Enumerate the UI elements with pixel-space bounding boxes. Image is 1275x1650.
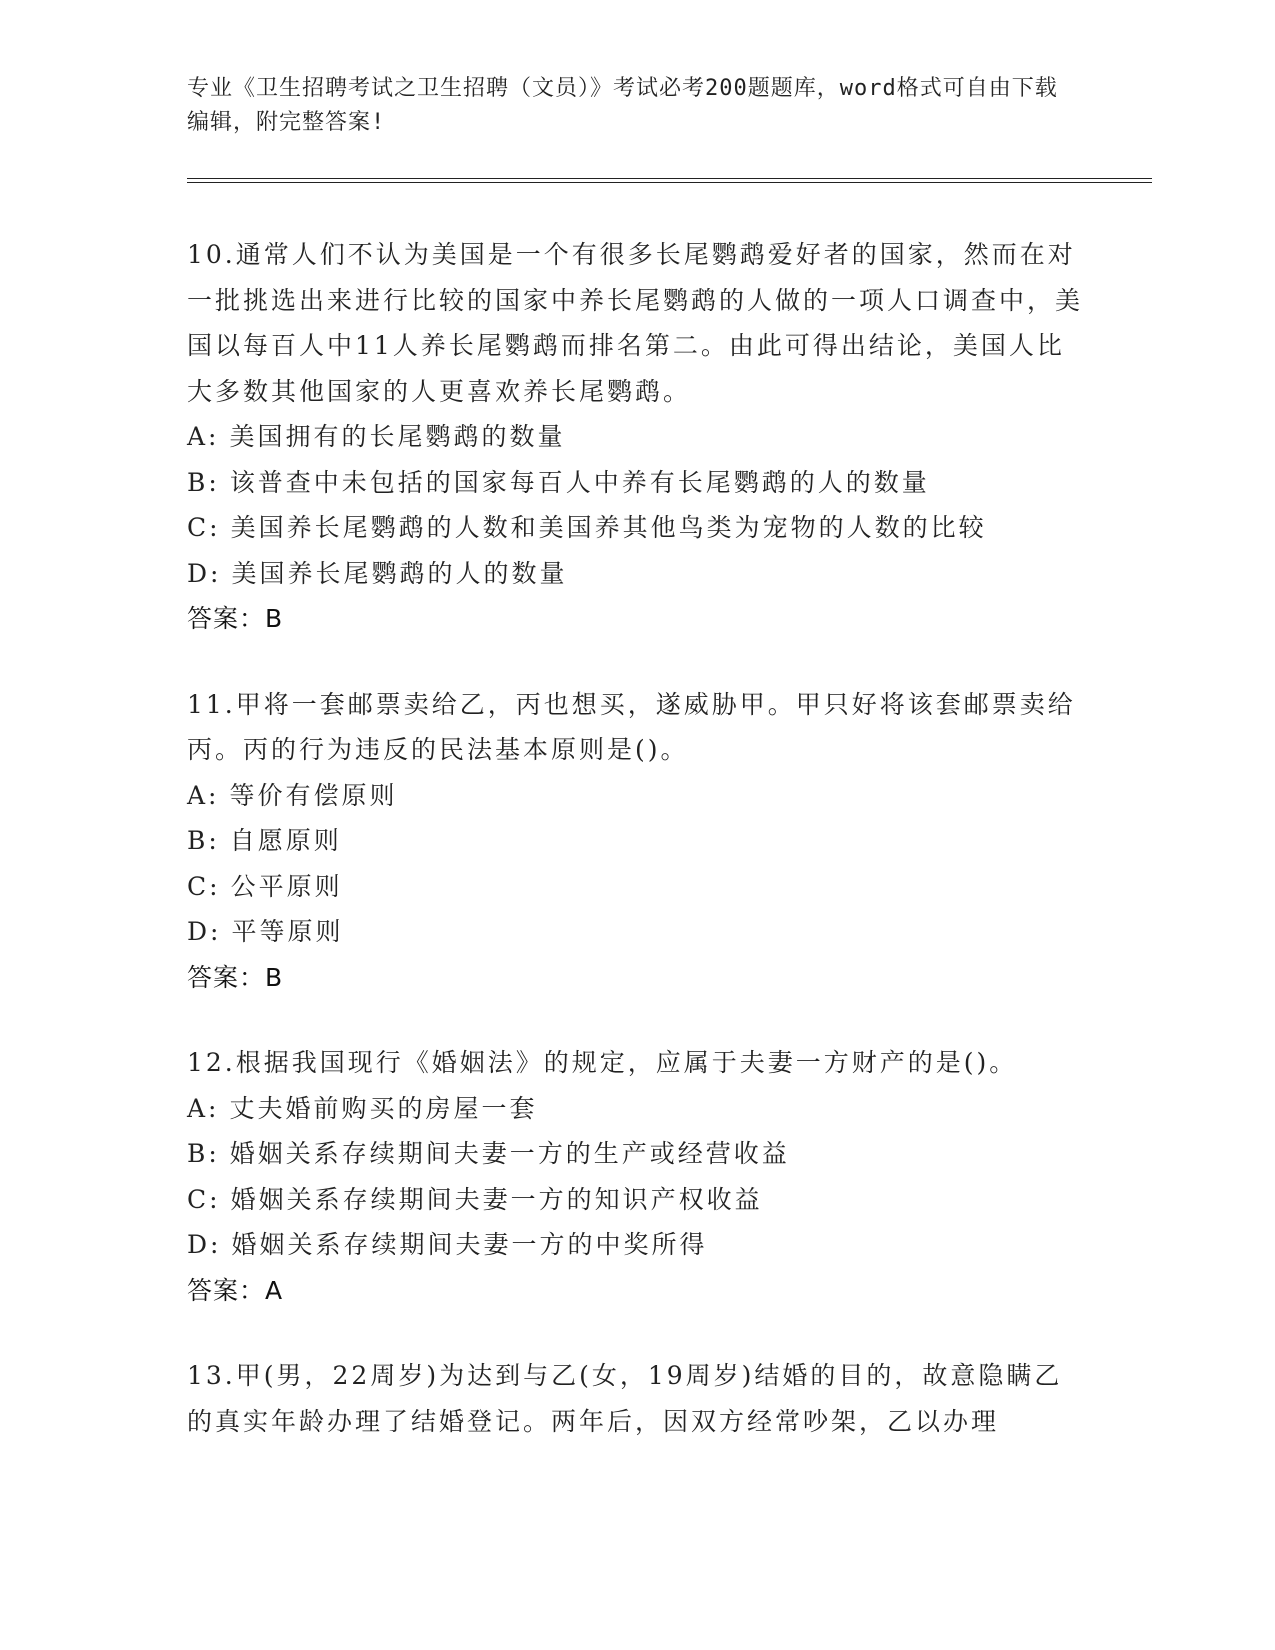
option-b: [187, 818, 1087, 864]
option-text: 平等原则: [231, 917, 344, 946]
option-label: C:: [187, 513, 221, 542]
option-text: 美国拥有的长尾鹦鹉的数量: [229, 422, 566, 451]
option-text: 美国养长尾鹦鹉的人数和美国养其他鸟类为宠物的人数的比较: [230, 513, 987, 542]
option-text: 婚姻关系存续期间夫妻一方的知识产权收益: [230, 1184, 763, 1214]
option-d: [187, 551, 1087, 597]
option-text: 婚姻关系存续期间夫妻一方的中奖所得: [231, 1230, 708, 1259]
question-stem: 10.通常人们不认为美国是一个有很多长尾鹦鹉爱好者的国家，然而在对一批挑选出来进行比较的国家中养长尾鹦鹉的人做的一项人口调查中，美国以每百人中11人养长尾鹦鹉而排名第二。由此可得出结论，美国人比大多数其他国家的人更喜欢养长尾鹦鹉。: [187, 240, 1084, 406]
option-label: C:: [187, 871, 221, 901]
option-label: D:: [187, 1230, 222, 1259]
question-12: [187, 1040, 1087, 1313]
document-header: [187, 72, 1067, 140]
option-text: 等价有偿原则: [229, 780, 398, 810]
option-text: 丈夫婚前购买的房屋一套: [229, 1093, 538, 1123]
header-text: 专业《卫生招聘考试之卫生招聘（文员）》考试必考200题题库，word格式可自由下载编辑，附完整答案!: [187, 76, 1058, 135]
option-c: [187, 505, 1087, 551]
option-text: 公平原则: [230, 871, 343, 901]
option-a: [187, 1086, 1087, 1132]
question-10: [187, 232, 1087, 642]
option-text: 美国养长尾鹦鹉的人的数量: [231, 558, 568, 588]
option-a: [187, 414, 1087, 460]
option-b: [187, 460, 1087, 506]
option-label: A:: [187, 422, 220, 451]
option-label: A:: [187, 1093, 220, 1123]
option-d: [187, 1222, 1087, 1268]
answer-line: 答案：A: [187, 1275, 284, 1305]
question-stem: 13.甲(男，22周岁)为达到与乙(女，19周岁)结婚的目的，故意隐瞒乙的真实年龄办理了结婚登记。两年后，因双方经常吵架，乙以办理: [187, 1361, 1063, 1436]
question-13: [187, 1353, 1087, 1444]
option-text: 自愿原则: [229, 826, 342, 855]
option-a: [187, 773, 1087, 819]
question-stem: 11.甲将一套邮票卖给乙，丙也想买，遂威胁甲。甲只好将该套邮票卖给丙。丙的行为违反的民法基本原则是()。: [187, 689, 1076, 764]
option-label: D:: [187, 558, 222, 588]
option-c: [187, 1177, 1087, 1223]
answer-line: 答案：B: [187, 962, 284, 992]
option-label: B:: [187, 467, 220, 497]
option-label: D:: [187, 917, 222, 946]
option-d: [187, 909, 1087, 955]
option-c: [187, 864, 1087, 910]
answer-line: 答案：B: [187, 604, 284, 633]
header-divider-top: [187, 178, 1152, 179]
option-label: B:: [187, 826, 220, 855]
question-11: [187, 682, 1087, 1001]
option-b: [187, 1131, 1087, 1177]
option-label: A:: [187, 780, 220, 810]
header-divider-bottom: [187, 182, 1152, 183]
question-list: [187, 232, 1087, 1484]
option-label: B:: [187, 1139, 220, 1168]
option-label: C:: [187, 1184, 221, 1214]
question-stem: 12.根据我国现行《婚姻法》的规定，应属于夫妻一方财产的是()。: [187, 1048, 1018, 1077]
option-text: 婚姻关系存续期间夫妻一方的生产或经营收益: [229, 1139, 790, 1168]
option-text: 该普查中未包括的国家每百人中养有长尾鹦鹉的人的数量: [229, 467, 930, 497]
